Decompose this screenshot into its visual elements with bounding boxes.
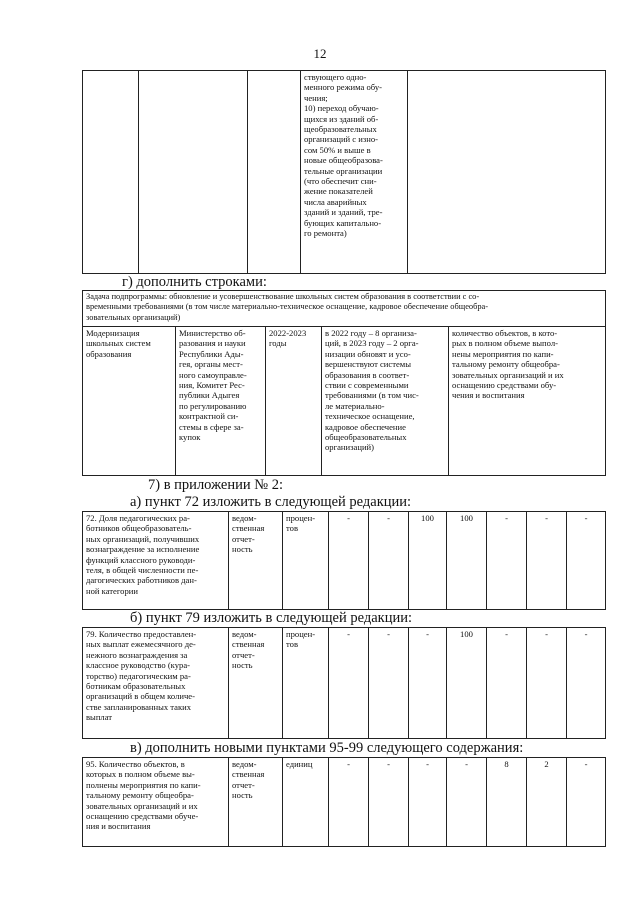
- item-v-heading: в) дополнить новыми пунктами 95-99 следующего содержания:: [130, 740, 524, 756]
- text-line: низации обновят и усо-: [325, 348, 411, 359]
- task-line: Задача подпрограммы: обновление и усовершенствование школьных систем образования в соответствии с со-: [86, 292, 480, 301]
- text-line: организаций с изно-: [304, 134, 378, 145]
- text-line: дагогических работников дан-: [86, 575, 197, 586]
- text-line: нены мероприятия по капи-: [452, 348, 554, 359]
- text-line: новые общеобразова-: [304, 155, 383, 166]
- value-cell: -: [527, 512, 567, 610]
- text-line: числа аварийных: [304, 196, 367, 207]
- text-line: контрактной си-: [179, 411, 239, 422]
- text-line: ного самоуправле-: [179, 369, 247, 380]
- text-line: ность: [232, 544, 253, 555]
- text-line: годы: [269, 338, 287, 349]
- text-line: процен-: [286, 513, 316, 523]
- text-line: ведом-: [232, 759, 257, 769]
- text-line: ле материально-: [325, 400, 385, 411]
- source-cell: [229, 758, 283, 847]
- text-line: 95. Количество объектов, в: [86, 759, 185, 769]
- subprogram-task-table: [82, 290, 606, 476]
- text-line: стве запланированных таких: [86, 701, 192, 712]
- text-line: щихся из зданий об-: [304, 113, 379, 124]
- text-line: Модернизация: [86, 328, 140, 338]
- value-cell: -: [567, 758, 606, 847]
- text-line: единиц: [286, 759, 313, 769]
- indicator-name-cell: [83, 628, 229, 739]
- text-line: ность: [232, 790, 253, 801]
- text-line: теля, в общей численности пе-: [86, 565, 199, 576]
- text-line: ботникам образовательных: [86, 681, 186, 692]
- text-line: рых в полном объеме выпол-: [452, 338, 558, 349]
- value-cell: 100: [447, 628, 487, 739]
- text-line: тов: [286, 639, 298, 650]
- text-line: в 2022 году – 8 организа-: [325, 328, 417, 338]
- value-cell: -: [329, 512, 369, 610]
- value-cell: 2: [527, 758, 567, 847]
- unit-cell: [283, 628, 329, 739]
- item-a-heading: а) пункт 72 изложить в следующей редакции:: [130, 494, 412, 510]
- indicator-name-cell: [83, 512, 229, 610]
- source-cell: [229, 512, 283, 610]
- text-line: торство) педагогическим ра-: [86, 670, 191, 681]
- text-line: требованиями (в том чис-: [325, 390, 419, 401]
- value-cell: -: [567, 628, 606, 739]
- text-line: ность: [232, 660, 253, 671]
- text-line: оснащению средствами обуче-: [86, 811, 199, 822]
- value-cell: -: [409, 628, 447, 739]
- text-line: классное руководство (кура-: [86, 660, 191, 671]
- text-line: тальному ремонту общеобра-: [452, 359, 560, 370]
- text-line: кадровое обеспечение: [325, 421, 406, 432]
- text-line: гея, органы мест-: [179, 359, 243, 370]
- text-line: вознаграждение за исполнение: [86, 544, 200, 555]
- period-cell: [266, 327, 322, 476]
- text-line: (что обеспечит сни-: [304, 176, 377, 187]
- appendix-heading: 7) в приложении № 2:: [148, 477, 283, 493]
- text-line: разования и науки: [179, 338, 246, 349]
- task-line: временными требованиями (в том числе материально-техническое оснащение, кадровое обеспечение общеобра-: [86, 302, 489, 312]
- item-79-table: [82, 627, 606, 739]
- text-line: 10) переход обучаю-: [304, 103, 379, 114]
- text-line: организаций в общем количе-: [86, 691, 195, 702]
- text-line: купок: [179, 432, 201, 443]
- text-line: отчет-: [232, 779, 255, 790]
- text-line: выплат: [86, 712, 113, 723]
- text-line: нежного вознаграждения за: [86, 649, 188, 660]
- text-line: ных выплат ежемесячного де-: [86, 639, 196, 650]
- value-cell: -: [527, 628, 567, 739]
- text-line: 79. Количество предоставлен-: [86, 629, 197, 639]
- text-line: отчет-: [232, 649, 255, 660]
- value-cell: -: [369, 628, 409, 739]
- value-cell: 100: [409, 512, 447, 610]
- text-line: организаций): [325, 442, 374, 453]
- text-line: чения и воспитания: [452, 390, 525, 401]
- item-95-table: [82, 757, 606, 847]
- text-line: процен-: [286, 629, 316, 639]
- value-cell: 8: [487, 758, 527, 847]
- responsible-cell: [176, 327, 266, 476]
- text-line: оснащению средствами обу-: [452, 380, 557, 391]
- text-line: ния и воспитания: [86, 821, 151, 832]
- value-cell: -: [487, 628, 527, 739]
- value-cell: -: [567, 512, 606, 610]
- text-line: по регулированию: [179, 400, 247, 411]
- text-line: стемы в сфере за-: [179, 421, 244, 432]
- page-number: 12: [313, 46, 327, 61]
- text-line: зданий и зданий, тре-: [304, 207, 383, 218]
- text-line: тов: [286, 523, 298, 534]
- value-cell: -: [369, 758, 409, 847]
- top-table-text-cell: [301, 71, 408, 274]
- text-line: бующих капитально-: [304, 217, 382, 228]
- text-line: ций, в 2023 году – 2 орга-: [325, 338, 419, 349]
- value-cell: -: [447, 758, 487, 847]
- section-g-heading: г) дополнить строками:: [122, 274, 267, 290]
- value-cell: -: [409, 758, 447, 847]
- task-row: [83, 291, 606, 327]
- value-cell: -: [369, 512, 409, 610]
- value-cell: 100: [447, 512, 487, 610]
- text-line: количество объектов, в кото-: [452, 328, 558, 338]
- unit-cell: [283, 512, 329, 610]
- value-cell: -: [329, 758, 369, 847]
- value-cell: -: [487, 512, 527, 610]
- text-line: ственная: [232, 639, 265, 650]
- text-line: отчет-: [232, 533, 255, 544]
- indicator-cell: [449, 327, 606, 476]
- top-continuation-table: [82, 70, 606, 274]
- item-72-table: [82, 511, 606, 610]
- value-cell: -: [329, 628, 369, 739]
- text-line: тальному ремонту общеобра-: [86, 790, 194, 801]
- text-line: зовательных организаций и их: [452, 369, 564, 380]
- unit-cell: [283, 758, 329, 847]
- text-line: ствии с современными: [325, 380, 409, 391]
- text-line: образования: [86, 348, 132, 359]
- text-line: менного режима обу-: [304, 82, 382, 93]
- text-line: ния, Комитет Рес-: [179, 380, 245, 391]
- measure-name-cell: [83, 327, 176, 476]
- text-line: образования в соответ-: [325, 369, 410, 380]
- text-line: вершенствуют системы: [325, 359, 412, 370]
- text-line: сом 50% и выше в: [304, 144, 371, 155]
- text-line: которых в полном объеме вы-: [86, 769, 195, 780]
- text-line: чения;: [304, 92, 328, 103]
- text-line: школьных систем: [86, 338, 151, 349]
- text-line: ственная: [232, 523, 265, 534]
- item-b-heading: б) пункт 79 изложить в следующей редакции:: [130, 610, 412, 626]
- text-line: ведом-: [232, 629, 257, 639]
- text-line: го ремонта): [304, 228, 347, 239]
- text-line: жение показателей: [304, 186, 373, 197]
- source-cell: [229, 628, 283, 739]
- text-line: публики Адыгея: [179, 390, 240, 401]
- text-line: зовательных организаций и их: [86, 800, 198, 811]
- text-line: общеобразовательных: [325, 432, 407, 443]
- indicator-name-cell: [83, 758, 229, 847]
- task-line: зовательных организаций): [86, 312, 181, 322]
- text-line: Республики Ады-: [179, 348, 244, 359]
- text-line: ственная: [232, 769, 265, 780]
- text-line: ной категории: [86, 585, 138, 596]
- text-line: функций классного руководи-: [86, 554, 196, 565]
- text-line: щеобразовательных: [304, 124, 377, 135]
- text-line: Министерство об-: [179, 328, 246, 338]
- text-line: 72. Доля педагогических ра-: [86, 513, 190, 523]
- text-line: техническое оснащение,: [325, 411, 415, 422]
- text-line: полнены мероприятия по капи-: [86, 779, 201, 790]
- text-line: ных организаций, получивших: [86, 533, 200, 544]
- text-line: 2022-2023: [269, 328, 307, 338]
- text-line: ботников общеобразователь-: [86, 523, 192, 534]
- result-cell: [322, 327, 449, 476]
- text-line: ведом-: [232, 513, 257, 523]
- text-line: тельные организации: [304, 165, 383, 176]
- text-line: ствующего одно-: [304, 72, 367, 82]
